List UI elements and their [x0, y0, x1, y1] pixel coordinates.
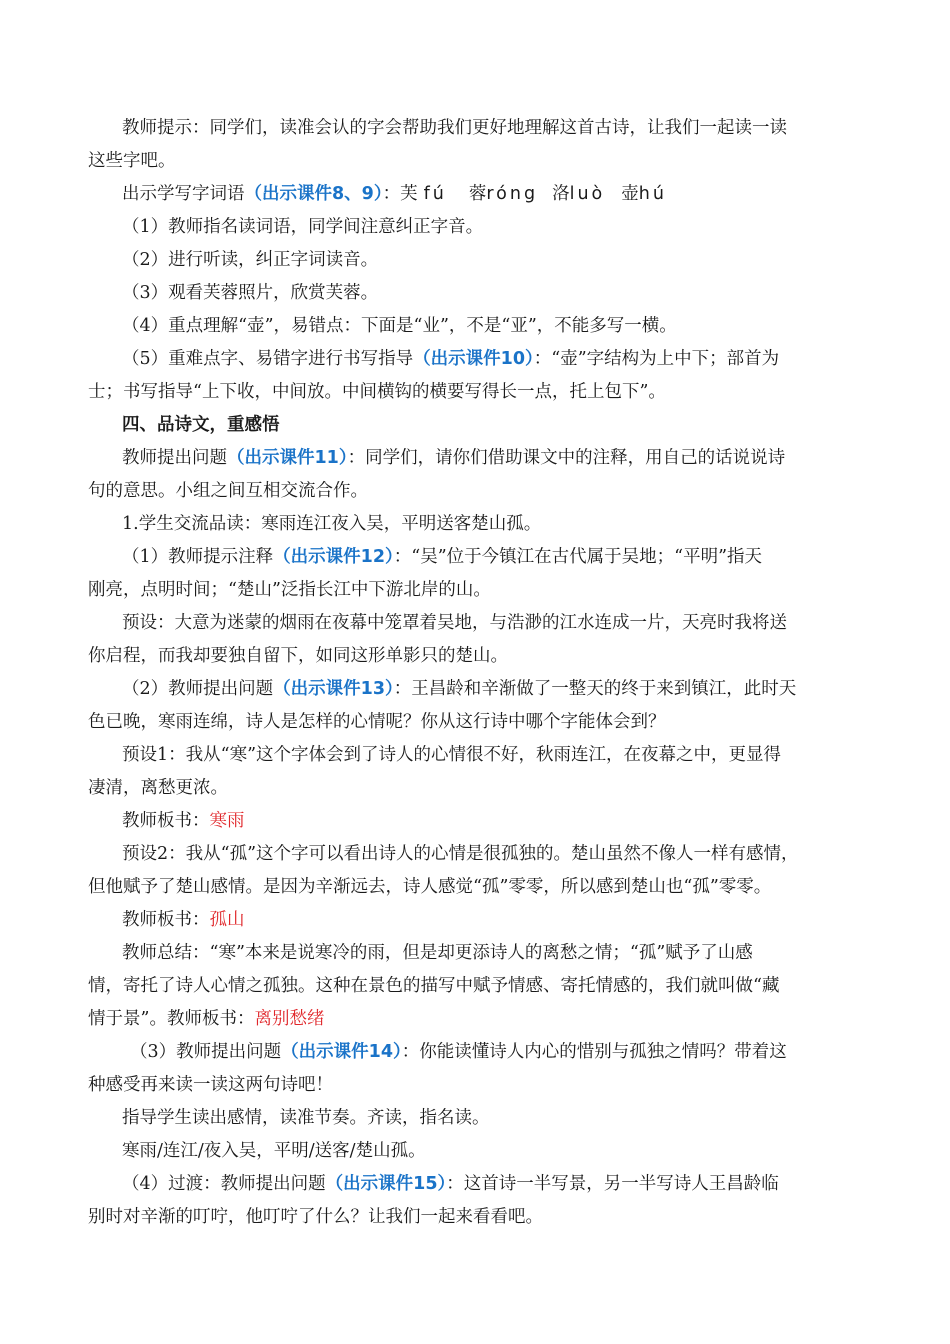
text: （4）过渡：教师提出问题 [122, 1174, 326, 1194]
paragraph-line: 士；书写指导“上下收，中间放。中间横钩的横要写得长一点，托上包下”。 [88, 382, 666, 402]
text: ：芙 [382, 184, 418, 204]
text: ：你能读懂诗人内心的惜别与孤独之情吗？带着这 [401, 1042, 787, 1062]
pinyin: luò [569, 184, 606, 204]
paragraph-line [122, 347, 779, 371]
courseware-ref: （出示课件10） [413, 349, 534, 369]
courseware-ref: （出示课件15） [325, 1174, 447, 1194]
paragraph-line: 预设2：我从“孤”这个字可以看出诗人的心情是很孤独的。楚山虽然不像人一样有感情， [122, 844, 799, 864]
text: （3）教师提出问题 [130, 1042, 282, 1062]
paragraph-line: 你启程，而我却要独自留下，如同这形单影只的楚山。 [88, 646, 508, 666]
paragraph-line: 这些字吧。 [88, 151, 176, 171]
paragraph-line [122, 182, 667, 206]
paragraph-line: （3）观看芙蓉照片，欣赏芙蓉。 [122, 283, 379, 303]
text: （2）教师提出问题 [122, 679, 274, 699]
pinyin: hú [638, 184, 667, 204]
board-writing: 寒雨 [209, 811, 245, 831]
text: ：“壶”字结构为上中下；部首为 [533, 349, 780, 369]
paragraph-line [122, 908, 245, 932]
board-writing: 孤山 [209, 910, 245, 930]
text: ：同学们，请你们借助课文中的注释，用自己的话说说诗 [347, 448, 786, 468]
board-writing: 离别愁绪 [254, 1009, 325, 1029]
paragraph-line: 凄清，离愁更浓。 [88, 778, 228, 798]
text: 出示学写字词语 [122, 184, 245, 204]
paragraph-line: 预设1：我从“寒”这个字体会到了诗人的心情很不好，秋雨连江，在夜幕之中，更显得 [122, 745, 782, 765]
courseware-ref: （出示课件12） [273, 547, 394, 567]
paragraph-line: （2）进行听读，纠正字词读音。 [122, 250, 379, 270]
paragraph-line: 种感受再来读一读这两句诗吧！ [88, 1075, 333, 1095]
text: 壶 [621, 184, 639, 204]
paragraph-line: 1.学生交流品读：寒雨连江夜入吴，平明送客楚山孤。 [122, 514, 542, 534]
text: ：“吴”位于今镇江在古代属于吴地；“平明”指天 [393, 547, 763, 567]
paragraph-line [122, 1172, 779, 1196]
text: 教师板书： [122, 910, 210, 930]
section-heading: 四、品诗文，重感悟 [122, 415, 280, 435]
courseware-ref: （出示课件11） [227, 448, 348, 468]
paragraph-line [122, 677, 796, 701]
text: ：这首诗一半写景，另一半写诗人王昌龄临 [446, 1174, 779, 1194]
courseware-ref: （出示课件8、9） [244, 184, 383, 204]
paragraph-line: 教师总结：“寒”本来是说寒冷的雨，但是却更添诗人的离愁之情；“孤”赋予了山感 [122, 943, 753, 963]
text: 蓉 [468, 184, 487, 204]
text: 情于景”。教师板书： [88, 1009, 255, 1029]
text: 洛 [552, 184, 570, 204]
paragraph-line [88, 1007, 324, 1031]
courseware-ref: （出示课件14） [281, 1042, 402, 1062]
paragraph-line: 色已晚，寒雨连绵，诗人是怎样的心情呢？你从这行诗中哪个字能体会到？ [88, 712, 666, 732]
text: （1）教师提示注释 [122, 547, 274, 567]
paragraph-line: （1）教师指名读词语，同学间注意纠正字音。 [122, 217, 484, 237]
paragraph-line: 教师提示：同学们，读准会认的字会帮助我们更好地理解这首古诗，让我们一起读一读 [122, 118, 787, 138]
paragraph-line [122, 809, 245, 833]
pinyin: róng [486, 184, 539, 204]
paragraph-line [122, 545, 762, 569]
text: 教师提出问题 [122, 448, 227, 468]
paragraph-line: 情，寄托了诗人心情之孤独。这种在景色的描写中赋予情感、寄托情感的，我们就叫做“藏 [88, 976, 780, 996]
paragraph-line [130, 1040, 787, 1064]
text: 教师板书： [122, 811, 210, 831]
paragraph-line: 预设：大意为迷蒙的烟雨在夜幕中笼罩着吴地，与浩渺的江水连成一片，天亮时我将送 [122, 613, 787, 633]
text: ：王昌龄和辛渐做了一整天的终于来到镇江，此时天 [393, 679, 797, 699]
paragraph-line: （4）重点理解“壶”，易错点：下面是“业”，不是“亚”，不能多写一横。 [122, 316, 677, 336]
pinyin: fú [423, 184, 447, 204]
paragraph-line: 句的意思。小组之间互相交流合作。 [88, 481, 368, 501]
paragraph-line: 刚亮，点明时间；“楚山”泛指长江中下游北岸的山。 [88, 580, 491, 600]
text: （5）重难点字、易错字进行书写指导 [122, 349, 414, 369]
paragraph-line: 指导学生读出感情，读准节奏。齐读，指名读。 [122, 1108, 490, 1128]
courseware-ref: （出示课件13） [273, 679, 394, 699]
paragraph-line [122, 446, 785, 470]
paragraph-line: 别时对辛渐的叮咛，他叮咛了什么？让我们一起来看看吧。 [88, 1207, 543, 1227]
paragraph-line: 但他赋予了楚山感情。是因为辛渐远去，诗人感觉“孤”零零，所以感到楚山也“孤”零零。 [88, 877, 772, 897]
paragraph-line: 寒雨/连江/夜入吴，平明/送客/楚山孤。 [122, 1141, 426, 1161]
